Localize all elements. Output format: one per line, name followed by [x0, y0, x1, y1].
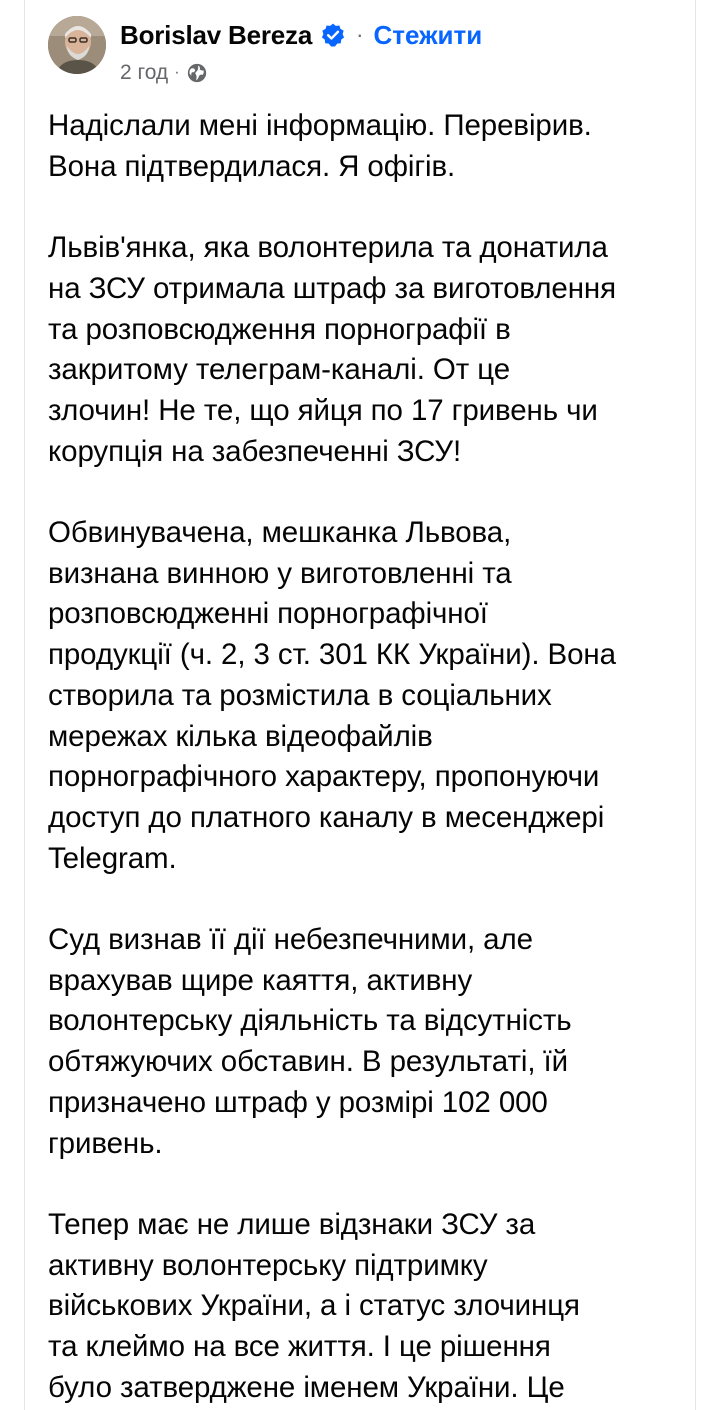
post-meta	[120, 58, 208, 88]
author-row	[120, 18, 482, 52]
post-paragraph	[48, 228, 678, 472]
text-line: мережах кілька відеофайлів	[48, 719, 433, 753]
post-paragraph	[48, 920, 678, 1164]
text-line: Львів'янка, яка волонтерила та донатила	[48, 231, 608, 265]
text-line: обтяжуючих обставин. В результаті, їй	[48, 1045, 568, 1079]
text-line: корупція на забезпеченні ЗСУ!	[48, 434, 462, 468]
post-timestamp[interactable]: 2 год	[120, 61, 169, 84]
text-line: було затверджене іменем України. Це	[48, 1370, 565, 1404]
text-line: активну волонтерську підтримку	[48, 1248, 488, 1282]
post-paragraph	[48, 106, 678, 187]
post-header	[48, 16, 699, 96]
text-line: створила та розмістила в соціальних	[48, 678, 552, 712]
text-line: призначено штраф у розмірі 102 000	[48, 1085, 548, 1119]
text-line: порнографічного характеру, пропонуючи	[48, 760, 600, 794]
text-line: продукції (ч. 2, 3 ст. 301 КК України). Вона	[48, 638, 616, 672]
post-paragraph	[48, 1205, 678, 1409]
verified-badge-icon	[320, 22, 346, 48]
globe-icon	[186, 62, 208, 84]
text-line: розповсюдженні порнографічної	[48, 597, 488, 631]
author-avatar[interactable]	[48, 16, 106, 74]
header-separator: ·	[356, 22, 364, 47]
text-line: Вона підтвердилася. Я офігів.	[48, 149, 456, 183]
text-line: злочин! Не те, що яйця по 17 гривень чи	[48, 393, 598, 427]
meta-separator: ·	[174, 64, 180, 81]
post-text	[48, 106, 678, 1410]
text-line: на ЗСУ отримала штраф за виготовлення	[48, 271, 616, 305]
text-line: Обвинувачена, мешканка Львова,	[48, 516, 512, 549]
text-line: військових України, а і статус злочинця	[48, 1289, 580, 1323]
text-line: та клеймо на все життя. І це рішення	[48, 1330, 551, 1364]
follow-button[interactable]: Стежити	[373, 19, 483, 50]
avatar-photo-icon	[48, 16, 106, 74]
author-name[interactable]: Borislav Bereza	[120, 19, 313, 50]
text-line: Тепер має не лише відзнаки ЗСУ за	[48, 1207, 536, 1241]
text-line: Суд визнав її дії небезпечними, але	[48, 923, 533, 957]
text-line: Надіслали мені інформацію. Перевірив.	[48, 109, 592, 142]
text-line: Telegram.	[48, 841, 177, 875]
text-line: визнана винною у виготовленні та	[48, 556, 512, 590]
text-line: волонтерську діяльність та відсутність	[48, 1004, 572, 1038]
text-line: та розповсюдження порнографії в	[48, 312, 511, 346]
text-line: закритому телеграм-каналі. От це	[48, 353, 511, 387]
text-line: врахував щире каяття, активну	[48, 963, 473, 997]
text-line: гривень.	[48, 1126, 163, 1160]
post-paragraph	[48, 513, 678, 879]
text-line: доступ до платного каналу в месенджері	[48, 800, 605, 834]
